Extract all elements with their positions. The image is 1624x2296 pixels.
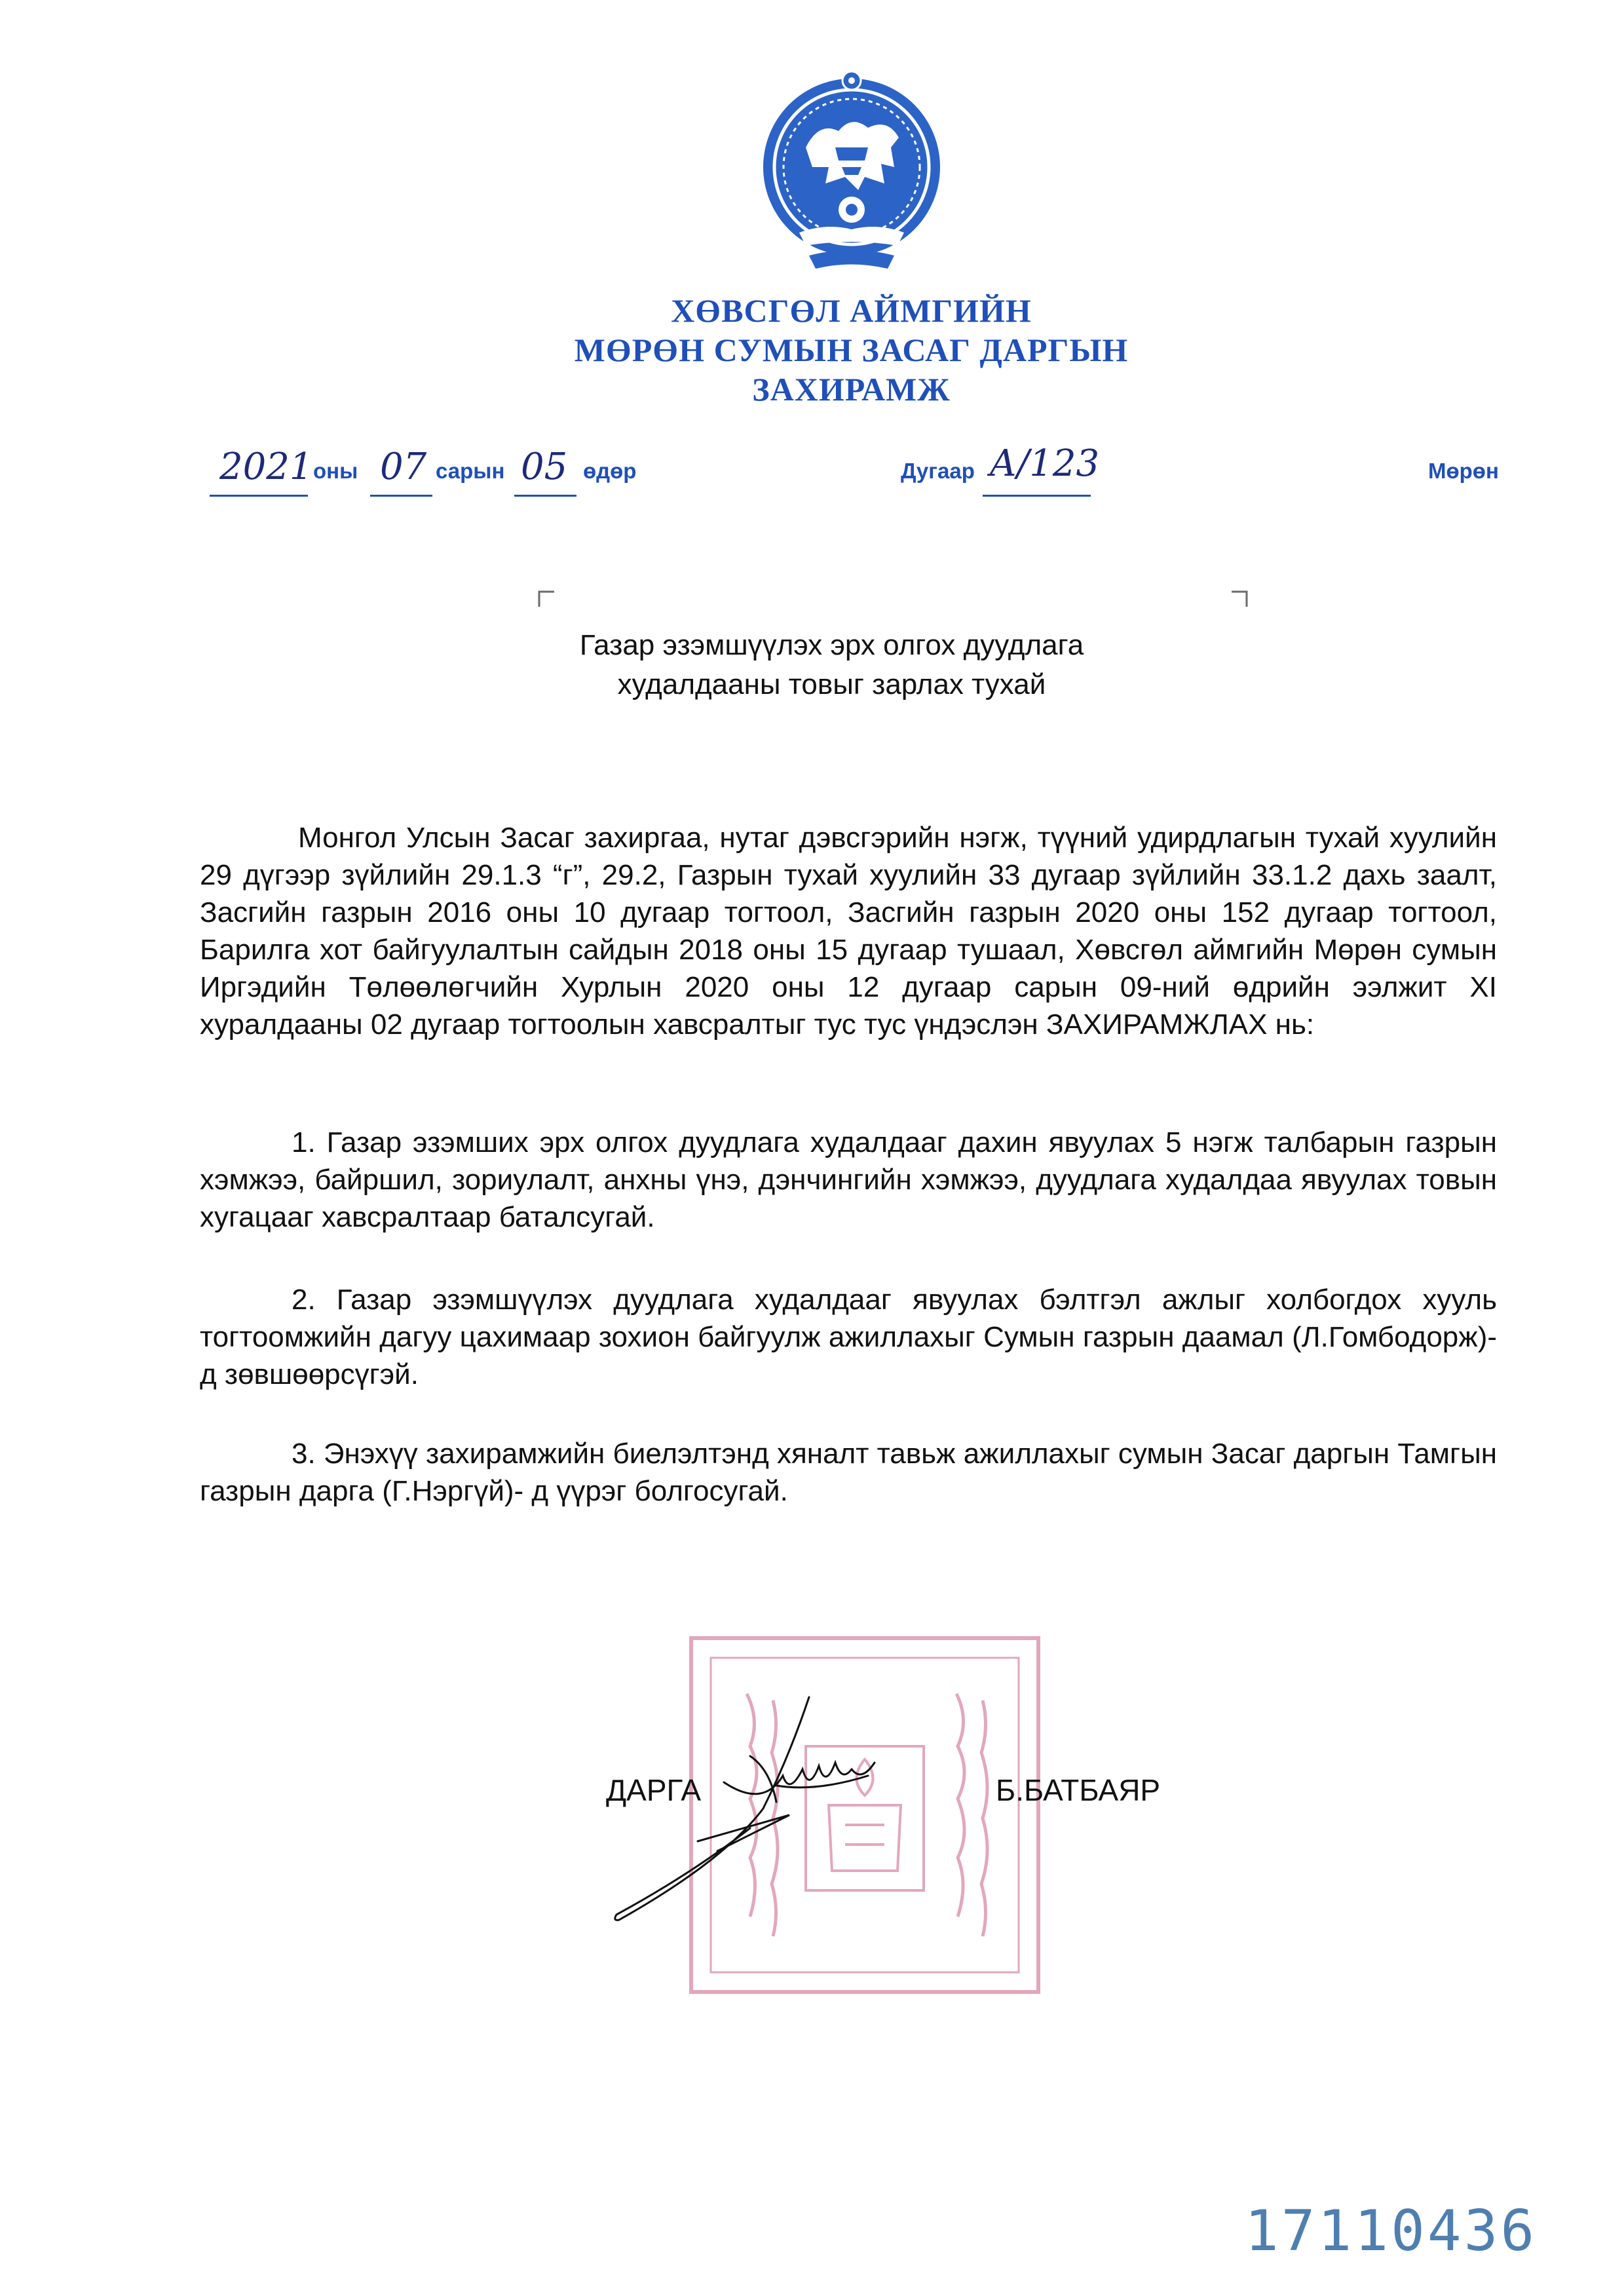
handwritten-year: 2021 xyxy=(219,446,313,488)
handwritten-signature xyxy=(593,1677,947,1933)
registry-number: 17110436 xyxy=(1245,2198,1538,2264)
preamble-paragraph: Монгол Улсын Засаг захиргаа, нутаг дэвсгэрийн нэгж, түүний удирдлагын тухай хуулийн 29 дүгээр зүйлийн 29.1.3 “г”, 29.2, Газрын тухай хуулийн 33 дугаар зүйлийн 33.1.2 дахь заалт, Засгийн газрын 2016 оны 10 дугаар тогтоол, Засгийн газрын 2020 оны 152 дугаар тогтоол, Барилга хот байгуулалтын сайдын 2018 оны 15 дугаар тушаал, Хөвсгөл аймгийн Мөрөн сумын Иргэдийн Төлөөлөгчийн Хурлын 2020 оны 12 дугаар сарын 09-ний өдрийн ээлжит XI хуралдааны 02 дугаар тогтоолын хавсралтыг тус тус үндэслэн ЗАХИРАМЖЛАХ нь: xyxy=(200,822,1497,1041)
year-underline xyxy=(210,495,308,497)
day-underline xyxy=(514,495,576,497)
month-label: сарын xyxy=(436,459,505,483)
document-type: ЗАХИРАМЖ xyxy=(752,371,951,408)
number-underline xyxy=(983,495,1091,497)
subject-title-line-2: худалдааны товыг зарлах тухай xyxy=(617,668,1046,700)
subject-title-line-1: Газар эзэмшүүлэх эрх олгох дуудлага xyxy=(579,629,1084,661)
signatory-name: Б.БАТБАЯР xyxy=(996,1773,1161,1807)
decision-item-2: 2. Газар эзэмшүүлэх дуудлага худалдааг явуулах бэлтгэл ажлыг холбогдох хууль тогтоомжийн дагуу цахимаар зохион байгуулж ажиллахыг Сумын газрын даамал (Л.Гомбодорж)-д зөвшөөрсүгэй. xyxy=(200,1284,1497,1390)
issuer-line-2: МӨРӨН СУМЫН ЗАСАГ ДАРГЫН xyxy=(574,332,1129,368)
signatory-position: ДАРГА xyxy=(606,1773,702,1807)
decision-item-3: 3. Энэхүү захирамжийн биелэлтэнд хяналт тавьж ажиллахыг сумын Засаг даргын Тамгын газрын дарга (Г.Нэргүй)- д үүрэг болгосугай. xyxy=(200,1438,1498,1507)
year-label: оны xyxy=(313,459,358,483)
place-label: Мөрөн xyxy=(1428,459,1499,483)
handwritten-day: 05 xyxy=(521,446,568,488)
corner-mark-left xyxy=(537,590,554,607)
state-emblem-icon xyxy=(760,69,943,285)
handwritten-month: 07 xyxy=(380,446,427,488)
month-underline xyxy=(370,495,432,497)
decision-item-1: 1. Газар эзэмших эрх олгох дуудлага худалдааг дахин явуулах 5 нэгж талбарын газрын хэмжээ, байршил, зориулалт, анхны үнэ, дэнчингийн хэмжээ, дуудлага худалдаа явуулах товын хугацааг хавсралтаар баталсугай. xyxy=(200,1126,1497,1233)
corner-mark-right xyxy=(1232,590,1249,607)
handwritten-number: А/123 xyxy=(989,442,1100,485)
day-label: өдөр xyxy=(583,459,637,483)
number-label: Дугаар xyxy=(901,459,975,483)
issuer-line-1: ХӨВСГӨЛ АЙМГИЙН xyxy=(671,292,1032,329)
